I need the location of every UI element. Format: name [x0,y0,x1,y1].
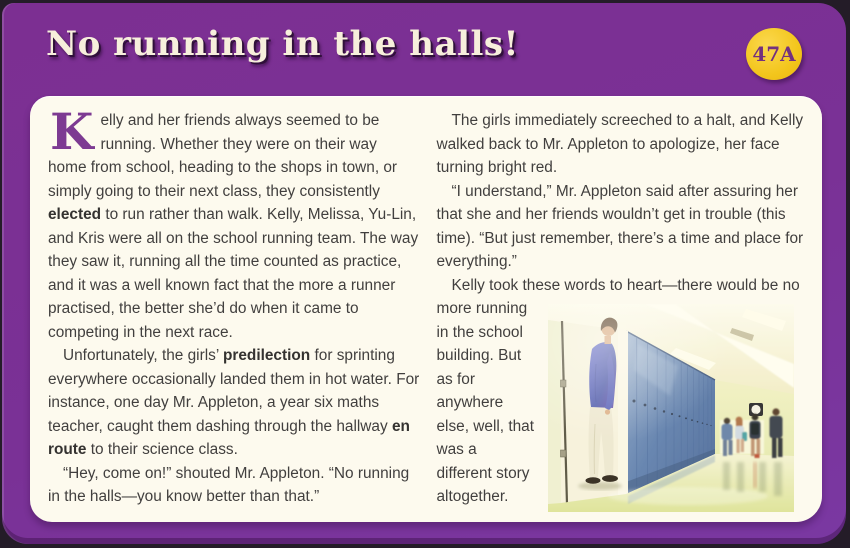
paragraph-6-lead: Kelly took these words to heart—there would be no [451,276,800,294]
story-card [30,96,822,522]
left-column [48,102,420,512]
card-number-badge: 47A [746,28,802,80]
paragraph-5: “I understand,” Mr. Appleton said after assuring her that she and her friends wouldn’t get in trouble (this time). “But just remember, there’s a time and place for everything.” [436,182,804,270]
vocab-word-elected: elected [48,206,102,223]
paragraph-2: Unfortunately, the girls’ predilection for sprinting everywhere occasionally landed them in hot water. For instance, one day Mr. Appleton, a year six maths teacher, caught them dashing through the hallway en route to their science class. [48,347,420,458]
hallway-photo [548,304,794,512]
paragraph-4: The girls immediately screeched to a halt, and Kelly walked back to Mr. Appleton to apologize, her face turning bright red. [436,112,804,176]
paragraph-6-wrap: more running in the school building. But as for anywhere else, well, that was a different story altogether. [437,297,805,509]
text-columns [48,102,804,512]
paragraph-3: “Hey, come on!” shouted Mr. Appleton. “No running in the halls—you know better than that.” [48,464,410,505]
right-column [437,109,805,512]
vocab-word-en-route: en route [48,417,410,458]
card-title: No running in the halls! [46,24,519,64]
vocab-word-predilection: predilection [222,347,311,364]
drop-cap: K [50,102,94,161]
paragraph-1: Kelly and her friends always seemed to be running. Whether they were on their way home from school, heading to the shops in town, or simply going to their next class, they consistently elected to run rather than walk. Kelly, Melissa, Yu-Lin, and Kris were all on the school running team. The way they saw it, running all the time counted as practice, and it was a well known fact that the more a runner practised, the better she’d do when it came to competing in the next race. [48,102,419,341]
hallway-photo-illustration [548,304,794,512]
